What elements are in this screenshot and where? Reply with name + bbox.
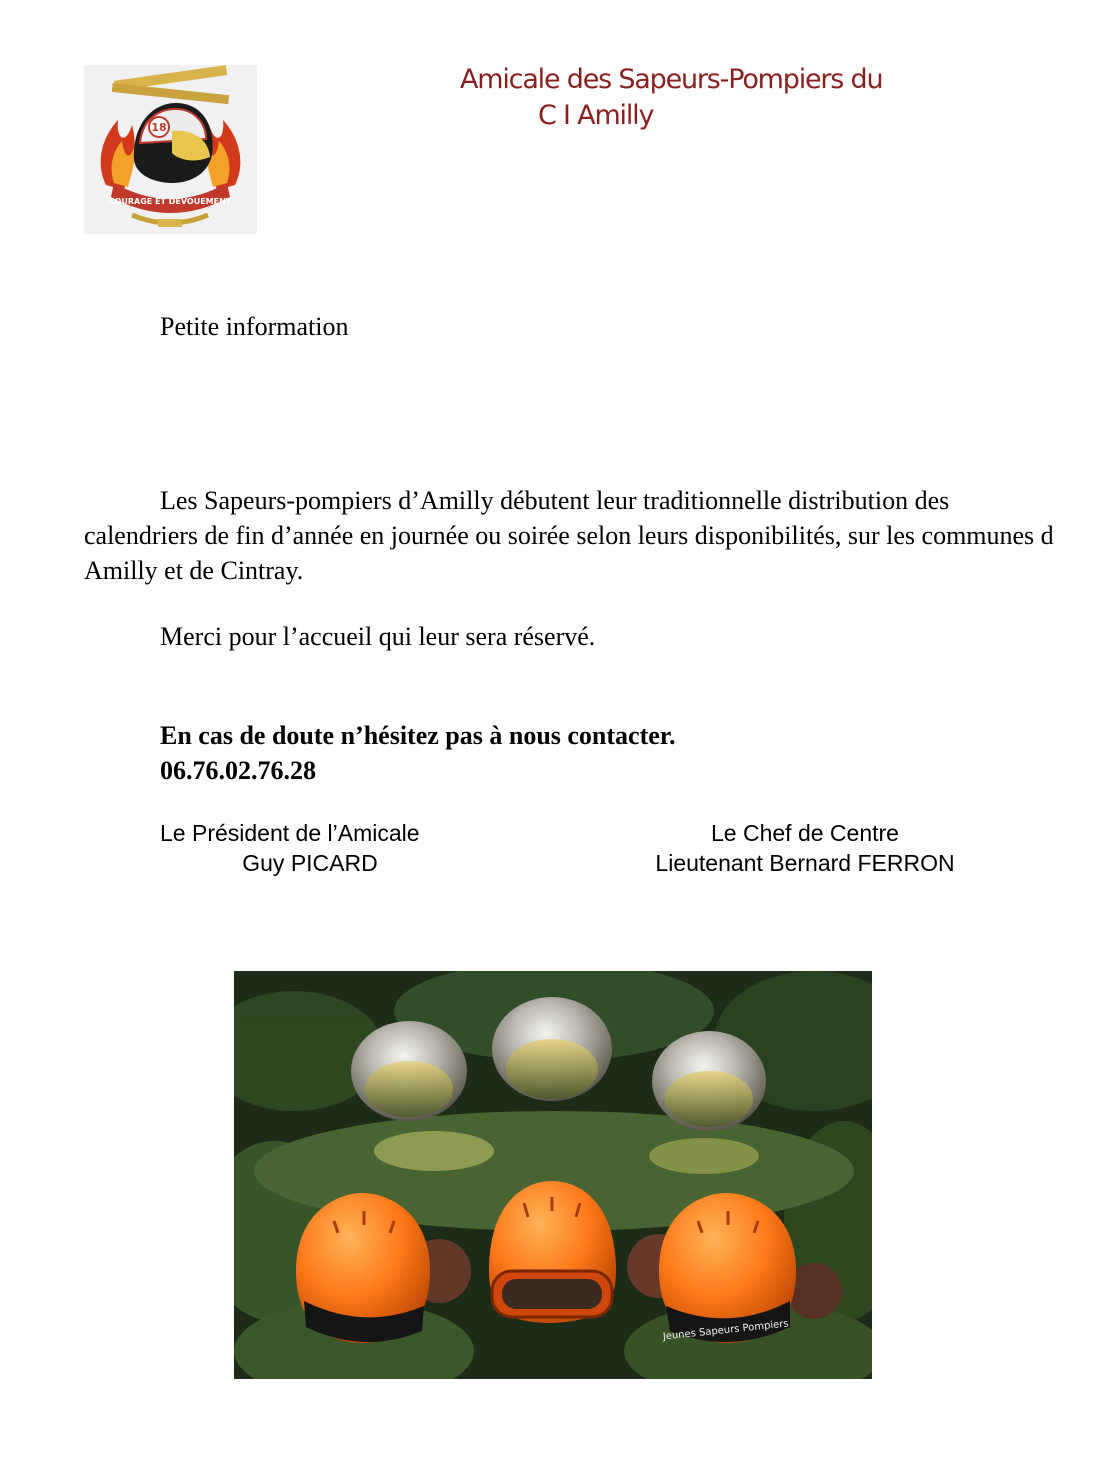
helmets-photo-icon [234,971,872,1379]
organization-title [460,62,980,134]
helmets-photo [234,971,872,1379]
signature-president [160,818,460,878]
signature-name: Lieutenant Bernard FERRON [655,850,955,876]
signature-role: Le Chef de Centre [711,820,899,846]
signature-chief [620,818,990,878]
phone-number: 06.76.02.76.28 [160,756,316,785]
announcement-paragraph: Les Sapeurs-pompiers d’Amilly débutent leur traditionnelle distribution des calendriers de fin d’année en journée ou soirée selon leurs disponibilités, sur les communes d Amilly et de Cintray. [84,486,1054,585]
contact-line: En cas de doute n’hésitez pas à nous contacter. [160,721,676,750]
signature-role: Le Président de l’Amicale [160,820,420,846]
thanks-text: Merci pour l’accueil qui leur sera réservé. [160,622,596,651]
signature-name: Guy PICARD [242,850,378,876]
logo [84,65,257,234]
organization-title-line1: Amicale des Sapeurs-Pompiers du [460,64,883,95]
contact-block [160,718,675,788]
svg-text:18: 18 [151,121,167,134]
svg-text:Jeunes Sapeurs Pompiers: Jeunes Sapeurs Pompiers [662,1318,790,1343]
svg-text:COURAGE ET DEVOUEMENT: COURAGE ET DEVOUEMENT [108,197,232,206]
organization-title-line2: C I Amilly [538,100,654,131]
firefighter-emblem-icon [84,65,257,234]
lead-text: Petite information [160,312,349,341]
